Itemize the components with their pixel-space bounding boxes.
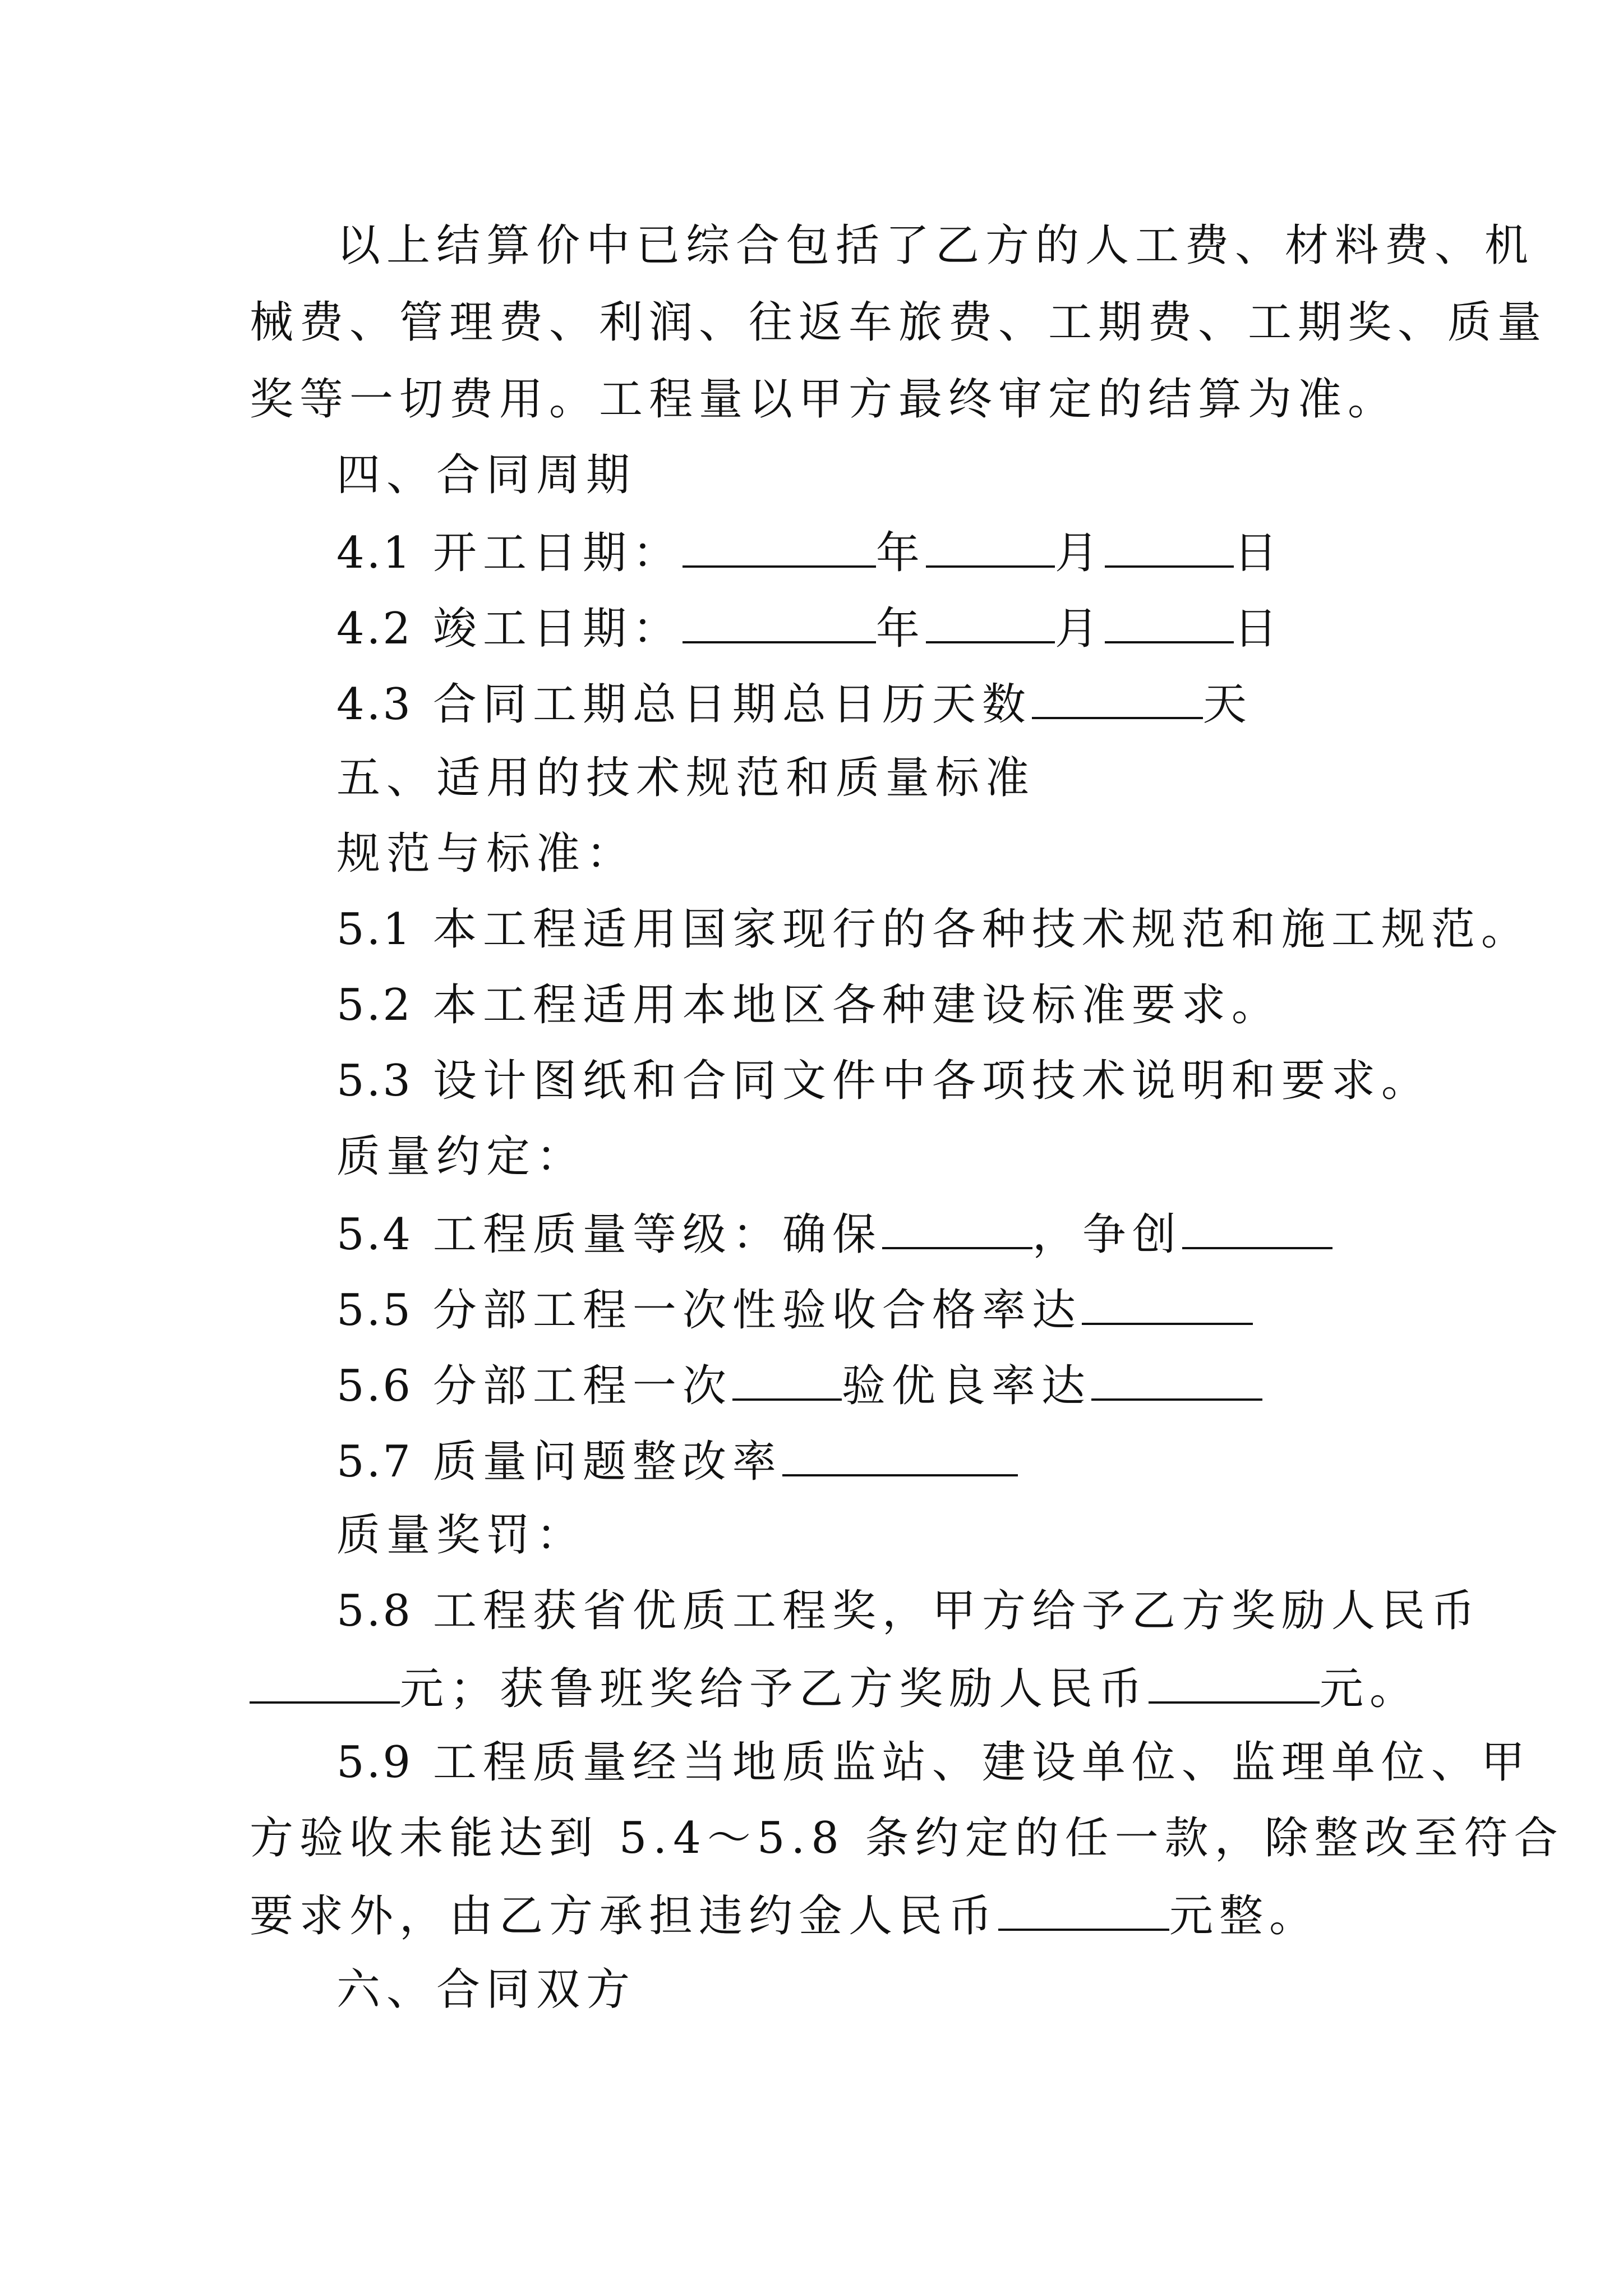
item-number: 5.1: [336, 904, 413, 955]
section-6-heading: 六、合同双方: [336, 1964, 637, 2015]
start-month-blank[interactable]: [926, 523, 1055, 568]
price-paragraph-line-3: 奖等一切费用。工程量以甲方最终审定的结算为准。: [250, 374, 1398, 425]
quality-grade-blank[interactable]: [882, 1204, 1032, 1249]
completion-date-line: [336, 599, 1284, 655]
clause-text: 本工程适用国家现行的各种技术规范和施工规范。: [432, 904, 1531, 955]
clause-5-4: [336, 1204, 1332, 1260]
clause-label: 分部工程一次性验收合格率达: [432, 1285, 1082, 1336]
section-5-heading: 五、适用的技术规范和质量标准: [336, 753, 1036, 803]
start-date-label: 开工日期：: [432, 528, 683, 578]
clause-mid-text: ，争创: [1032, 1209, 1182, 1260]
standards-subheading: 规范与标准：: [336, 829, 637, 879]
pass-rate-blank[interactable]: [1082, 1280, 1253, 1325]
clause-5-9-line-1: [336, 1734, 1531, 1791]
item-number: 5.2: [336, 980, 413, 1030]
price-paragraph-line-2: 械费、管理费、利润、往返车旅费、工期费、工期奖、质量: [250, 297, 1548, 348]
clause-5-3: [336, 1053, 1431, 1109]
clause-text: 工程质量经当地质监站、建设单位、监理单位、甲: [432, 1737, 1531, 1788]
item-number: 5.5: [336, 1285, 413, 1336]
clause-5-9-line-2: 方验收未能达到 5.4～5.8 条约定的任一款，除整改至符合: [250, 1813, 1564, 1864]
month-char: 月: [1054, 528, 1105, 578]
quality-target-blank[interactable]: [1182, 1204, 1332, 1249]
completion-month-blank[interactable]: [926, 599, 1055, 643]
start-date-line: [336, 523, 1284, 579]
clause-5-9-line-3: [250, 1886, 1319, 1942]
item-number: 5.6: [336, 1361, 413, 1411]
item-number: 5.3: [336, 1056, 413, 1106]
start-day-blank[interactable]: [1105, 523, 1234, 568]
month-char: 月: [1054, 604, 1105, 654]
clause-text: 元；获鲁班奖给予乙方奖励人民币: [400, 1664, 1149, 1714]
clause-text: 本工程适用本地区各种建设标准要求。: [432, 980, 1281, 1030]
start-year-blank[interactable]: [683, 523, 876, 568]
clause-5-8-line-1: [336, 1583, 1481, 1639]
clause-5-7: [336, 1432, 1018, 1488]
reward-subheading: 质量奖罚：: [336, 1510, 587, 1561]
rectification-rate-blank[interactable]: [782, 1432, 1018, 1476]
day-unit: 天: [1202, 679, 1253, 730]
clause-text: 元。: [1320, 1664, 1420, 1714]
completion-day-blank[interactable]: [1105, 599, 1234, 643]
price-paragraph-line-1: 以上结算价中已综合包括了乙方的人工费、材料费、机: [336, 220, 1535, 271]
excellent-rate-blank[interactable]: [1091, 1356, 1262, 1401]
clause-5-1: [336, 901, 1531, 958]
completion-year-blank[interactable]: [683, 599, 876, 643]
clause-5-2: [336, 977, 1281, 1033]
clause-5-8-line-2: [250, 1659, 1419, 1715]
item-number: 5.9: [336, 1737, 413, 1788]
clause-label: 分部工程一次: [432, 1361, 732, 1411]
completion-date-label: 竣工日期：: [432, 604, 683, 654]
quality-subheading: 质量约定：: [336, 1131, 587, 1182]
clause-text: 要求外，由乙方承担违约金人民币: [250, 1891, 999, 1941]
item-number: 5.4: [336, 1209, 413, 1260]
clause-text: 工程获省优质工程奖，甲方给予乙方奖励人民币: [432, 1586, 1481, 1636]
clause-5-5: [336, 1280, 1253, 1336]
item-number: 5.7: [336, 1437, 413, 1487]
section-4-heading: 四、合同周期: [336, 450, 637, 500]
item-number: 4.3: [336, 679, 413, 730]
inspection-blank[interactable]: [732, 1356, 842, 1401]
clause-mid-text: 验优良率达: [841, 1361, 1091, 1411]
clause-5-6: [336, 1356, 1262, 1412]
item-number: 4.1: [336, 528, 413, 578]
clause-text: 设计图纸和合同文件中各项技术说明和要求。: [432, 1056, 1431, 1106]
item-number: 4.2: [336, 604, 413, 654]
year-char: 年: [875, 604, 926, 654]
day-char: 日: [1233, 528, 1284, 578]
day-char: 日: [1233, 604, 1284, 654]
luban-award-blank[interactable]: [1149, 1659, 1320, 1704]
clause-text: 元整。: [1169, 1891, 1320, 1941]
item-number: 5.8: [336, 1586, 413, 1636]
total-days-blank[interactable]: [1032, 674, 1203, 719]
provincial-award-blank[interactable]: [250, 1659, 400, 1704]
total-days-label: 合同工期总日期总日历天数: [432, 679, 1032, 730]
total-days-line: [336, 674, 1253, 730]
penalty-amount-blank[interactable]: [998, 1886, 1169, 1931]
clause-label: 工程质量等级：确保: [432, 1209, 882, 1260]
clause-label: 质量问题整改率: [432, 1437, 782, 1487]
year-char: 年: [875, 528, 926, 578]
